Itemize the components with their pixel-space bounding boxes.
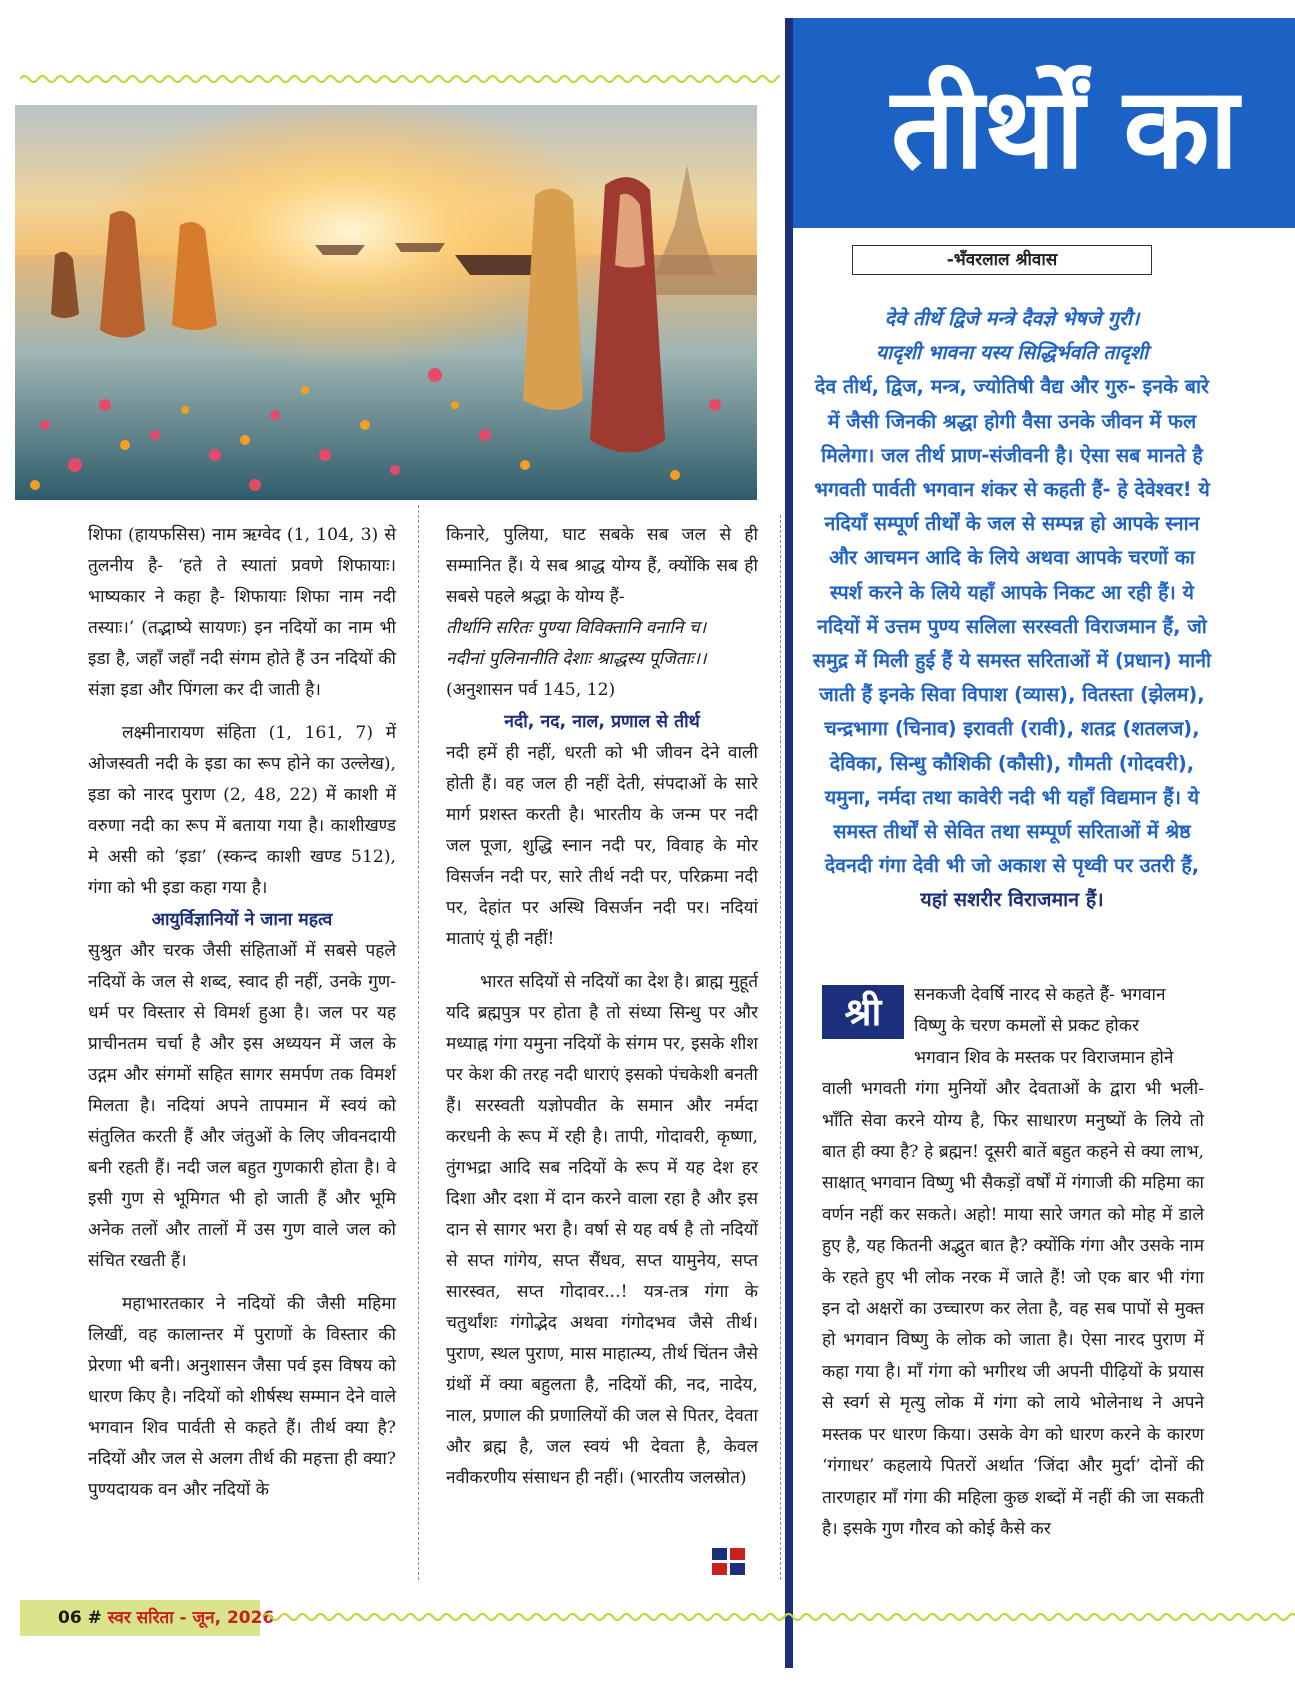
drop-cap: श्री xyxy=(822,985,904,1039)
paragraph: लक्ष्मीनारायण संहिता (1, 161, 7) में ओजस्वती नदी के इडा का रूप होने का उल्लेख), इडा को नारद पुराण (2, 48, 22) में काशी में वरुणा नदी का रूप में बताया गया है। काशीखण्ड मे असी को ‘इडा’ (स्कन्द काशी खण्ड 512), गंगा को भी इडा कहा गया है। xyxy=(88,723,396,898)
page-title: तीर्थों का xyxy=(891,64,1239,194)
section-heading: नदी, नद, नाल, प्रणाल से तीर्थ xyxy=(504,712,700,732)
page-number: 06 # xyxy=(58,1608,102,1628)
paragraph: सुश्रुत और चरक जैसी संहिताओं में सबसे पहले नदियों के जल से शब्द, स्वाद ही नहीं, उनके गुण-धर्म पर विस्तार से विमर्श हुआ है। जल पर यह प्राचीनतम चर्चा है और इस अध्ययन में जल के उद्गम और संगमों सहित सागर समर्पण तक विमर्श मिलता है। नदियां अपने तापमान में स्वयं को संतुलित करती हैं और जंतुओं के लिए जीवनदायी बनी रहती हैं। नदी जल बहुत गुणकारी होता है। वे इसी गुण से भूमिगत भी हो जाती हैं और भूमि अनेक तलों और तालों में उस गुण वाले जल को संचित रखती हैं। xyxy=(88,941,396,1271)
top-wave-divider xyxy=(20,72,780,86)
paragraph: नदी हमें ही नहीं, धरती को भी जीवन देने वाली होती हैं। वह जल ही नहीं देती, संपदाओं के सारे मार्ग प्रशस्त करती है। भारतीय के जन्म पर नदी जल पूजा, शुद्धि स्नान नदी पर, विवाह के मोर विसर्जन नदी पर, सारे तीर्थ नदी पर, परिक्रमा नदी पर, देहांत पर अस्थि विसर्जन नदी पर। नदियां माताएं यूं ही नहीं! xyxy=(446,743,758,949)
dropcap-lines xyxy=(822,980,1204,1074)
footer-folio xyxy=(58,1604,274,1632)
quote-closing: यहां सशरीर विराजमान हैं। xyxy=(920,888,1104,912)
ganga-sunrise-photo xyxy=(15,105,757,500)
title-banner xyxy=(793,18,1295,228)
paragraph: वाली भगवती गंगा मुनियों और देवताओं के द्वारा भी भली-भाँति सेवा करने योग्य है, फिर साधारण मनुष्यों के लिये तो बात ही क्या है? हे ब्रह्मन! दूसरी बातें बहुत कहने से क्या लाभ, साक्षात् भगवान विष्णु भी सैकड़ों वर्षों में गंगाजी की महिमा का वर्णन नहीं कर सकते। अहो! माया सारे जगत को मोह में डाले हुए है, यह कितनी अद्भुत बात है? क्योंकि गंगा और उसके नाम के रहते हुए भी लोक नरक में जाते हैं! जो एक बार भी गंगा इन दो अक्षरों का उच्चारण कर लेता है, वह सब पापों से मुक्त हो भगवान विष्णु के लोक को जाता है। ऐसा नारद पुराण में कहा गया है। माँ गंगा को भगीरथ जी अपनी पीढ़ियों के प्रयास से स्वर्ग से मृत्यु लोक में गंगा को लाये भोलेनाथ ने अपने मस्तक पर धारण किया। उसके वेग को धारण करने के कारण ‘गंगाधर’ कहलाये पितरों अर्थात ‘जिंदा और मुर्दा’ दोनों की तारणहार माँ गंगा की महिला कुछ शब्दों में नहीं की जा सकती है। इसके गुण गौरव को कोई कैसे कर xyxy=(822,1079,1204,1539)
article-column-1 xyxy=(88,520,396,1506)
paragraph: महाभारतकार ने नदियों की जैसी महिमा लिखीं, वह कालान्तर में पुराणों के विस्तार की प्रेरणा भी बनी। अनुशासन जैसा पर्व इस विषय को धारण किए है। नदियों को शीर्षस्थ सम्मान देने वाले भगवान शिव पार्वती से कहते हैं। तीर्थ क्या है? नदियों और जल से अलग तीर्थ की महत्ता ही क्या? पुण्यदायक वन और नदियों के xyxy=(88,1294,396,1500)
article-end-mark xyxy=(712,1548,746,1576)
text-line: भगवान शिव के मस्तक पर विराजमान होने xyxy=(914,1047,1174,1068)
magazine-name: स्वर सरिता - जून, 2026 xyxy=(107,1608,275,1628)
bottom-wave-divider xyxy=(262,1610,1295,1624)
citation: (अनुशासन पर्व 145, 12) xyxy=(446,680,616,700)
text-line: विष्णु के चरण कमलों से प्रकट होकर xyxy=(914,1016,1139,1037)
sanskrit-verse-line: नदीनां पुलिनानीति देशाः श्राद्धस्य पूजिताः।। xyxy=(446,649,707,669)
pull-quote xyxy=(812,302,1212,918)
vertical-accent-bar xyxy=(785,18,793,1668)
sanskrit-verse-line: तीर्थानि सरितः पुण्या विविक्तानि वनानि च। xyxy=(446,618,707,638)
text-line: सनकजी देवर्षि नारद से कहते हैं- भगवान xyxy=(914,985,1166,1005)
quote-body: देव तीर्थ, द्विज, मन्त्र, ज्योतिषी वैद्य और गुरु- इनके बारे में जैसी जिनकी श्रद्धा होगी वैसा उनके जीवन में फल मिलेगा। जल तीर्थ प्राण-संजीवनी है। ऐसा सब मानते है भगवती पार्वती भगवान शंकर से कहती हैं- हे देवेश्वर! ये नदियाँ सम्पूर्ण तीर्थों के जल से सम्पन्न हो आपके स्नान और आचमन आदि के लिये अथवा आपके चरणों का स्पर्श करने के लिये यहाँ आपके निकट आ रही हैं। ये नदियों में उत्तम पुण्य सलिला सरस्वती विराजमान हैं, जो समुद्र में मिली हुई हैं ये समस्त सरिताओं में (प्रधान) मानी जाती हैं इनके सिवा विपाश (व्यास), वितस्ता (झेलम), चन्द्रभागा (चिनाव) इरावती (रावी), शतद्र (शतलज), देविका, सिन्धु कौशिकी (कौसी), गौमती (गोदवरी), यमुना, नर्मदा तथा कावेरी नदी भी यहाँ विद्यमान हैं। ये समस्त तीर्थों से सेवित तथा सम्पूर्ण सरिताओं में श्रेष्ठ देवनदी गंगा देवी भी जो अकाश से पृथ्वी पर उतरी हैं, xyxy=(812,375,1212,878)
article-column-2 xyxy=(446,520,758,1494)
column-rule xyxy=(780,515,781,1580)
paragraph: भारत सदियों से नदियों का देश है। ब्राह्म मुहूर्त यदि ब्रह्मपुत्र पर होता है तो संध्या सिन्धु पर और मध्याह्न गंगा यमुना नदियों के संगम पर, इसके शीश पर केश की तरह नदी धाराएं इसको पंचकेशी बनती हैं। सरस्वती यज्ञोपवीत के समान और नर्मदा करधनी के रूप में रही है। तापी, गोदावरी, कृष्णा, तुंगभद्रा आदि सब नदियों के रूप में यह देश हर दिशा और दशा में दान करने वाला रहा है और इस दान से सागर भरा है। वर्षा से यह वर्ष है तो नदियों से सप्त गांगेय, सप्त सैंधव, सप्त यामुनेय, सप्त सारस्वत, सप्त गोदावर...! यत्र-तत्र गंगा के चतुर्थांशः गंगोद्भेद अथवा गंगोदभव जैसे तीर्थ। पुराण, स्थल पुराण, मास माहात्म्य, तीर्थ चिंतन जैसे ग्रंथों में क्या बहुलता है, नदियों की, नद, नादेय, नाल, प्रणाल की प्रणालियों की जल से पितर, देवता और ब्रह्म है, जल स्वयं भी देवता है, केवल नवीकरणीय संसाधन ही नहीं। (भारतीय जलस्रोत) xyxy=(446,972,758,1488)
author-byline: -भँवरलाल श्रीवास xyxy=(852,245,1152,275)
quote-verse-line: यादृशी भावना यस्य सिद्धिर्भवति तादृशी xyxy=(875,341,1149,365)
paragraph: शिफा (हायफसिस) नाम ऋग्वेद (1, 104, 3) से तुलनीय है- ‘हते ते स्यातां प्रवणे शिफायाः। भाष्यकार ने कहा है- शिफायाः शिफा नाम नदी तस्याः।’ (तद्भाष्ये सायणः) इन नदियों का नाम भी इडा है, जहाँ जहाँ नदी संगम होते हैं उन नदियों की संज्ञा इडा और पिंगला कर दी जाती है। xyxy=(88,525,396,700)
section-heading: आयुर्विज्ञानियों ने जाना महत्व xyxy=(151,910,333,930)
quote-verse-line: देवे तीर्थे द्विजे मन्त्रे दैवज्ञे भेषजे गुरौ। xyxy=(884,307,1140,330)
article-column-3 xyxy=(822,980,1204,1545)
paragraph: किनारे, पुलिया, घाट सबके सब जल से ही सम्मानित हैं। ये सब श्राद्ध योग्य हैं, क्योंकि सब ही सबसे पहले श्रद्धा के योग्य हैं- xyxy=(446,525,758,607)
column-rule xyxy=(418,505,419,1580)
